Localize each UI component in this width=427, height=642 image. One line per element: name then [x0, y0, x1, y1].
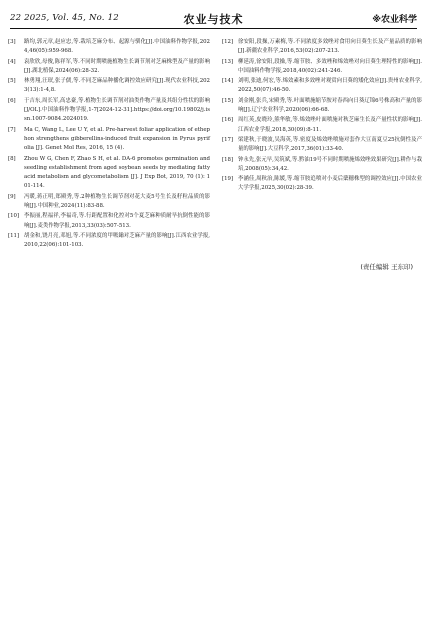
reference-number: [10] — [8, 213, 20, 220]
reference-item — [8, 232, 210, 251]
reference-number: [17] — [222, 136, 234, 143]
reference-item — [222, 116, 422, 135]
reference-text: 钟永先,张元早,吴筑斌,等.黔油19号不同时期喷施烯效唑效果研究[J].耕作与栽培,2008(05):34,42. — [238, 156, 422, 172]
reference-text: Ma C, Wang L, Lee U Y, et al. Pre-harvest foliar application of ethephon strengthens gibberellins-induced fruit expansion in Pyrus pyrifolia [J]. Genet Mol Res, 2016, 15 (4). — [24, 126, 210, 152]
reference-item — [222, 77, 422, 96]
reference-item — [8, 38, 210, 57]
reference-number: [18] — [222, 156, 234, 163]
journal-title: 农业与技术 — [183, 13, 244, 26]
references-right-column — [222, 38, 422, 195]
reference-item — [8, 155, 210, 192]
reference-text: 刘金刚,张兵,宋殿秀,等.叶面喷施缩节胺对春西向日葵辽锦6号株高和产量的影响[J].辽宁农业科学,2020(06):66-68. — [238, 97, 422, 114]
reference-text: 徐安阳,段操,万素梅,等.不同浓度多效唑对食用向日葵生长及产量品质的影响[J].新疆农业科学,2016,53(02):207-213. — [238, 39, 422, 55]
reference-item — [8, 212, 210, 231]
reference-number: [3] — [8, 39, 16, 45]
reference-number: [14] — [222, 78, 234, 85]
reference-text: 李振丽,程福祥,李福奇,等.行距配置和化控对5个夏芝麻种质耐旱抗倒性能的影响[J].麦类作物学报,2013,33(03):507-513. — [24, 213, 210, 229]
reference-text: 胡金和,饶月亮,邓旭,等.不同浓度的甲哌鎓对芝麻产量的影响[J].江西农业学报,2010,22(06):101-103. — [24, 232, 210, 249]
reference-item — [222, 97, 422, 116]
reference-number: [16] — [222, 117, 234, 124]
reference-number: [11] — [8, 232, 20, 239]
reference-number: [4] — [8, 58, 16, 65]
page-issue-info: 22 2025, Vol. 45, No. 12 — [10, 13, 119, 23]
reference-item — [8, 77, 210, 96]
reference-number: [12] — [222, 39, 234, 45]
reference-text: 周红英,皮晓玲,熊华敏,等.烯效唑叶面喷施对秋芝麻生长及产量性状的影响[J].江西农业学报,2018,30(09):8-11. — [238, 117, 422, 133]
reference-text: 袁欣欣,母俊,陈祥军,等.不同时期喷施植物生长调节剂对芝麻株型及产量的影响[J].湖北植保,2024(06):28-32. — [24, 58, 210, 74]
reference-number: [13] — [222, 58, 234, 65]
reference-item — [222, 175, 422, 194]
reference-item — [222, 156, 422, 175]
page-header — [10, 11, 417, 27]
reference-number: [6] — [8, 97, 16, 104]
references-left-column — [8, 38, 210, 252]
reference-text: 林勇翔,汪珉,张子儒,等.不同芝麻品种播化调控效应研究[J].现代农业科技,2023(13):1-4,8. — [24, 78, 210, 94]
reference-item — [8, 97, 210, 125]
section-label: ※农业科学 — [372, 15, 417, 25]
reference-item — [8, 58, 210, 77]
reference-text: 于吉东,周长军,高忠臺,等.植物生长调节剂对油类作物产量及其组分性状的影响[J/OL].中国油料作物学报,1-7[2024-12-31].https://doi.org/10.19802/j.issn.1007-9084.2024019. — [24, 97, 210, 123]
reference-text: Zhou W G, Chen F, Zhao S H, et al. DA-6 promotes germination and seedling establishment from aged soybean seeds by mediating fatty acid metabolism and glycometabolism [J]. J Exp Bot, 2019, 70 (1): 101-114. — [24, 155, 210, 190]
reference-number: [19] — [222, 176, 234, 183]
reference-item — [222, 58, 422, 77]
reference-text: 冯暖,蒋正明,郑殿秀,等.2种植物生长调节剂对花大麦5号生长及籽粒品质的影响[J].中国种业,2024(11):83-88. — [24, 193, 210, 210]
reference-text: 李涵佳,周秋治,陈媛,等.缩节胺追喷对小麦后蘖穗株型的调控效应[J].中国农业大学学报,2025,30(02):28-39. — [238, 176, 422, 192]
reference-number: [15] — [222, 97, 234, 104]
reference-item — [222, 38, 422, 57]
reference-number: [8] — [8, 155, 16, 162]
reference-text: 路均,郭元章,赵应忠,等.栽培芝麻分布、起源与驯化[J].中国油料作物学报,2024,46(05):959-968. — [24, 39, 210, 55]
reference-text: 柳延涛,徐安阳,段操,等.缩节胺、多效唑和烯效唑对向日葵生理特性的影响[J].中国油料作物学报,2018,40(02):241-246. — [238, 58, 422, 74]
reference-item — [222, 136, 422, 155]
reference-number: [7] — [8, 126, 16, 133]
reference-text: 刘明,张迪,何宏,等.烯效素和多效唑对观赏向日葵的矮化效应[J].贵州农业科学,2022,50(07):46-50. — [238, 78, 422, 94]
reference-item — [8, 126, 210, 154]
editor-note: (责任编辑 王东印) — [360, 263, 413, 271]
reference-number: [5] — [8, 78, 16, 85]
header-rule — [10, 28, 417, 29]
reference-text: 梁建秋,于晓波,吴海英,等.密度及烯效唑喷施对套作大豆南夏豆25抗倒性及产量的影响[J].大豆科学,2017,36(01):33-40. — [238, 136, 422, 153]
reference-number: [9] — [8, 193, 16, 200]
reference-item — [8, 193, 210, 212]
